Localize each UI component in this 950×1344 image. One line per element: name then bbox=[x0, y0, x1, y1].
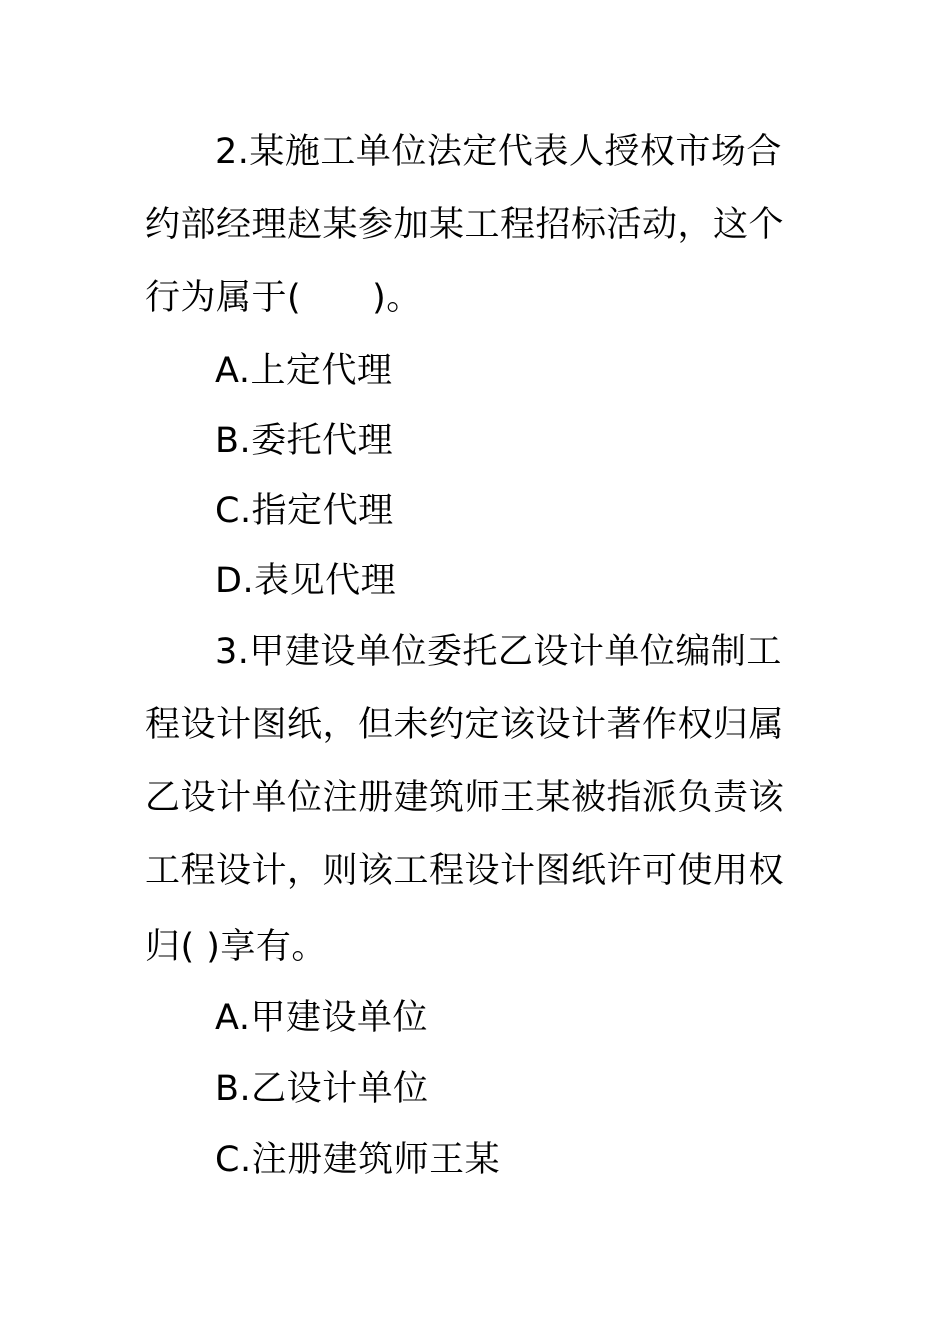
question-2-option-d: D.表见代理 bbox=[215, 561, 397, 601]
question-3-option-a: A.甲建设单位 bbox=[215, 998, 428, 1038]
question-3-line-4: 工程设计，则该工程设计图纸许可使用权 bbox=[145, 851, 785, 891]
question-2-option-c: C.指定代理 bbox=[215, 491, 394, 531]
question-3-line-5: 归( )享有。 bbox=[145, 927, 327, 967]
question-3-line-1: 3.甲建设单位委托乙设计单位编制工 bbox=[215, 632, 782, 672]
question-2-option-a: A.上定代理 bbox=[215, 351, 393, 391]
question-3-line-3: 乙设计单位注册建筑师王某被指派负责该 bbox=[145, 778, 785, 818]
question-2-option-b: B.委托代理 bbox=[215, 421, 394, 461]
question-2-line-2: 约部经理赵某参加某工程招标活动，这个 bbox=[145, 205, 785, 245]
question-2-line-1: 2.某施工单位法定代表人授权市场合 bbox=[215, 132, 782, 172]
question-3-option-b: B.乙设计单位 bbox=[215, 1069, 429, 1109]
question-2-line-3: 行为属于( )。 bbox=[145, 278, 422, 318]
question-3-line-2: 程设计图纸，但未约定该设计著作权归属 bbox=[145, 705, 785, 745]
question-3-option-c: C.注册建筑师王某 bbox=[215, 1140, 501, 1180]
